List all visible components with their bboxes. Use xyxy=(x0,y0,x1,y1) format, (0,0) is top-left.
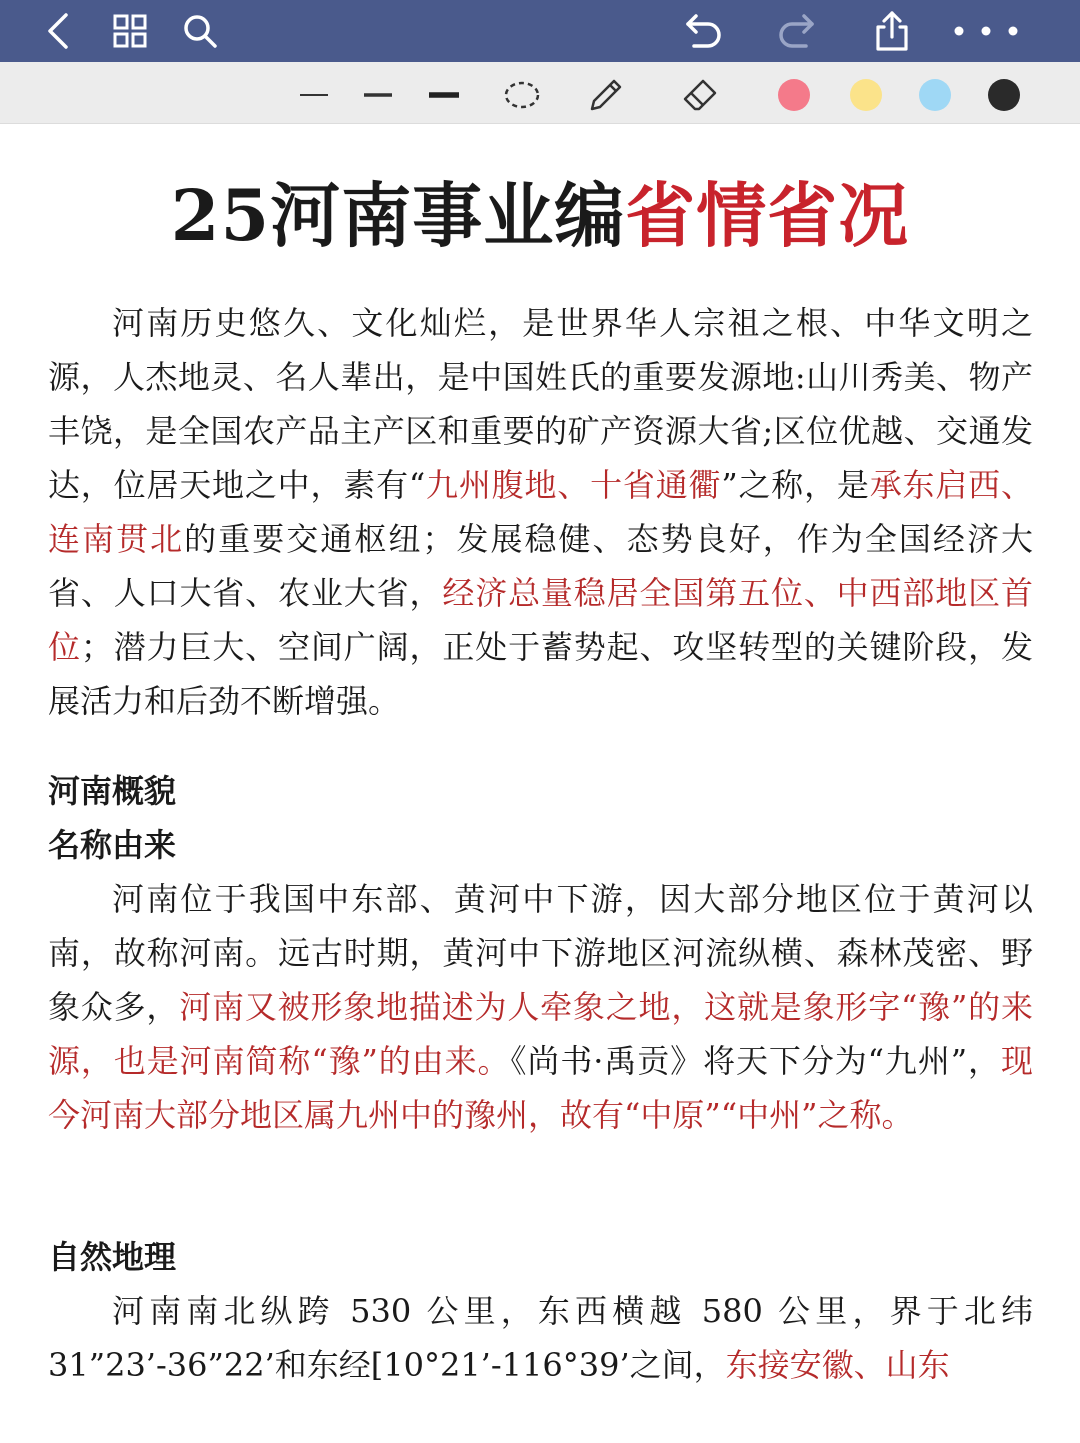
top-app-bar xyxy=(0,0,1080,62)
subheading-name-origin: 名称由来 xyxy=(48,826,177,864)
undo-icon[interactable] xyxy=(684,11,724,51)
document-page xyxy=(0,124,1080,1443)
grid-icon[interactable] xyxy=(110,11,150,51)
intro-text-3: 的重要交通枢纽；发展稳健、态势良好，作为全国经济大省、人口大省、农业大省， xyxy=(48,520,1033,612)
pencil-icon[interactable] xyxy=(586,75,626,115)
intro-highlight-1: 九州腹地、十省通衢 xyxy=(425,466,722,504)
geography-paragraph xyxy=(48,1284,1033,1392)
yellow-color-swatch[interactable] xyxy=(850,79,882,111)
share-icon[interactable] xyxy=(872,11,912,51)
light-blue-color-swatch[interactable] xyxy=(919,79,951,111)
name-origin-paragraph xyxy=(48,872,1033,1142)
geo-highlight-1: 东接安徽、山东 xyxy=(725,1346,950,1384)
intro-text-1: 河南历史悠久、文化灿烂，是世界华人宗祖之根、中华文明之源，人杰地灵、名人辈出，是中国姓氏的重要发源地:山川秀美、物产丰饶，是全国农产品主产区和重要的矿产资源大省;区位优越、交通发达，位居天地之中，素有“ xyxy=(48,304,1033,504)
redo-icon[interactable] xyxy=(776,11,816,51)
names-highlight-2: 现今河南大部分地区属九州中的豫州，故有“中原”“中州”之称。 xyxy=(48,1042,1033,1134)
back-icon[interactable] xyxy=(38,11,78,51)
intro-text-4: ；潜力巨大、空间广阔，正处于蓄势起、攻坚转型的关键阶段，发展活力和后劲不断增强。 xyxy=(48,628,1033,720)
title-red-part: 省情省况 xyxy=(625,174,910,257)
pink-color-swatch[interactable] xyxy=(778,79,810,111)
intro-highlight-2: 承东启西、连南贯北 xyxy=(48,466,1033,558)
geo-text-1: 河南南北纵跨 530 公里，东西横越 580 公里，界于北纬 31”23’-36”22’和东经[10°21’-116°39’之间， xyxy=(48,1292,1033,1384)
intro-highlight-3: 经济总量稳居全国第五位、中西部地区首位 xyxy=(48,574,1033,666)
thick-line-tool[interactable] xyxy=(424,75,464,115)
lasso-icon[interactable] xyxy=(502,75,542,115)
section-heading-overview: 河南概貌 xyxy=(48,772,177,810)
more-icon[interactable] xyxy=(950,11,1022,51)
intro-paragraph xyxy=(48,296,1033,728)
names-text-1: 河南位于我国中东部、黄河中下游，因大部分地区位于黄河以南，故称河南。远古时期，黄河中下游地区河流纵横、森林茂密、野象众多， xyxy=(48,880,1033,1026)
title-black-part: 25河南事业编 xyxy=(170,174,626,257)
document-title xyxy=(0,174,1080,258)
names-text-2: 《尚书·禹贡》将天下分为“九州”， xyxy=(510,1042,1001,1080)
medium-line-tool[interactable] xyxy=(358,75,398,115)
eraser-icon[interactable] xyxy=(680,75,720,115)
thin-line-tool[interactable] xyxy=(294,75,334,115)
search-icon[interactable] xyxy=(180,11,220,51)
black-color-swatch[interactable] xyxy=(988,79,1020,111)
names-highlight-1: 河南又被形象地描述为人牵象之地，这就是象形字“豫”的来源，也是河南简称“豫”的由来。 xyxy=(48,988,1033,1080)
intro-text-2: ”之称，是 xyxy=(721,466,870,504)
drawing-toolbar xyxy=(0,62,1080,124)
section-heading-geography: 自然地理 xyxy=(48,1238,177,1276)
